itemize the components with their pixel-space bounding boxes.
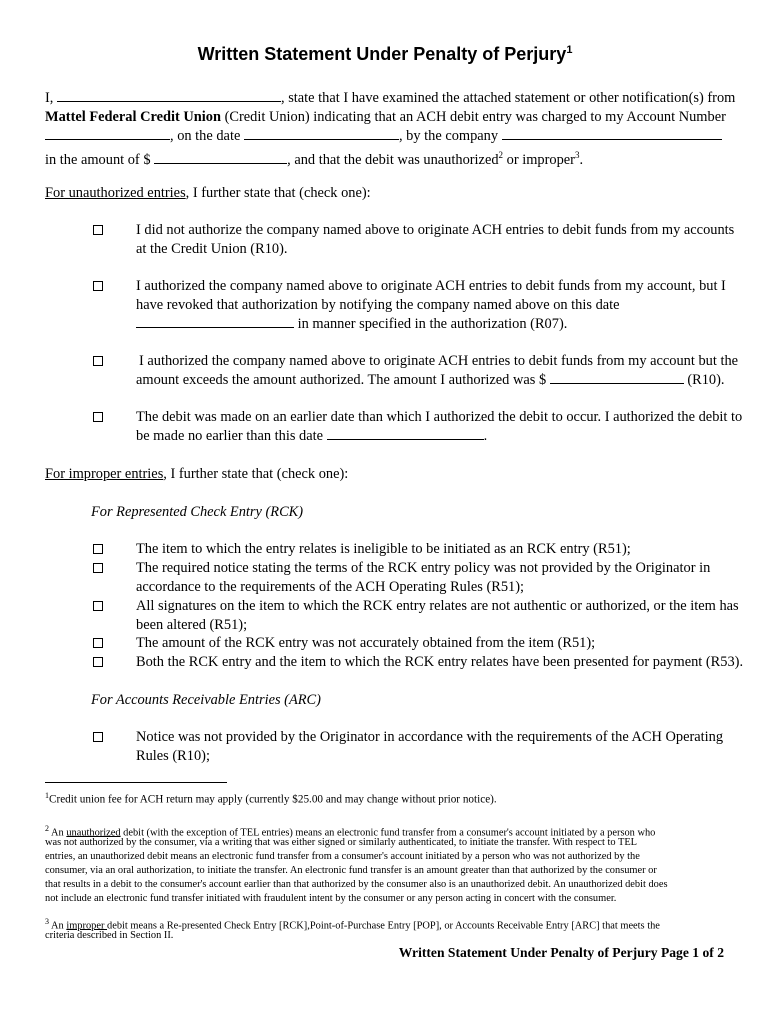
footnote-2-an: An bbox=[49, 827, 67, 839]
footnote-2-line-3: entries, an unauthorized debit means an electronic fund transfer from a consumer's account initiated by a person who was not authorized by the bbox=[45, 851, 640, 862]
footnote-3-line-2: criteria described in Section II. bbox=[45, 930, 174, 941]
checkbox-rck-both-presented[interactable] bbox=[93, 657, 103, 667]
option-4-line-2-end: . bbox=[483, 428, 488, 444]
arc-heading: For Accounts Receivable Entries (ARC) bbox=[91, 692, 321, 708]
title-footnote-mark: 1 bbox=[566, 44, 573, 56]
intro-l4-text: , and that the debit was unauthorized bbox=[287, 151, 499, 168]
rck-item-5: Both the RCK entry and the item to which the RCK entry relates have been presented for payment (R53). bbox=[136, 654, 744, 670]
checkbox-r07-revoked[interactable] bbox=[93, 281, 103, 291]
unauthorized-heading-rest: , I further state that (check one): bbox=[185, 185, 371, 201]
footnote-1-text: Credit union fee for ACH return may apply (currently $25.00 and may change without prior notice). bbox=[49, 793, 497, 806]
intro-l4-amount: in the amount of $ bbox=[45, 151, 151, 168]
footnote-divider bbox=[45, 782, 227, 783]
rck-heading: For Represented Check Entry (RCK) bbox=[91, 504, 304, 520]
intro-line-2 bbox=[45, 108, 726, 126]
intro-l3-date: , on the date bbox=[170, 128, 241, 144]
checkbox-r10-earlier-date[interactable] bbox=[93, 412, 103, 422]
option-3-line-2-end: (R10). bbox=[683, 372, 725, 388]
intro-l1-text: , state that I have examined the attached statement or other notification(s) from bbox=[281, 90, 736, 106]
checkbox-rck-notice[interactable] bbox=[93, 563, 103, 573]
option-3-line-2-text: amount exceeds the amount authorized. The amount I authorized was $ bbox=[136, 372, 547, 388]
revocation-date-blank[interactable] bbox=[136, 315, 294, 328]
intro-l4-improper: or improper bbox=[503, 151, 575, 168]
option-2-line-1: I authorized the company named above to originate ACH entries to debit funds from my account, but I bbox=[136, 278, 726, 294]
intro-line-4 bbox=[45, 146, 583, 169]
footnote-mark-3: 3 bbox=[574, 150, 580, 160]
option-2-line-3 bbox=[136, 315, 567, 333]
footnote-2-l1-text: debit (with the exception of TEL entries) means an electronic fund transfer from a consumer's account initiated by a person who bbox=[120, 827, 656, 839]
rck-item-3-line-1: All signatures on the item to which the RCK entry relates are not authentic or authorized, or the item has bbox=[136, 598, 739, 614]
credit-union-name: Mattel Federal Credit Union bbox=[45, 109, 221, 125]
checkbox-arc-notice[interactable] bbox=[93, 732, 103, 742]
improper-heading-rest: , I further state that (check one): bbox=[163, 466, 349, 482]
intro-i: I, bbox=[45, 90, 54, 106]
option-3-line-2 bbox=[136, 371, 725, 389]
option-4-line-1: The debit was made on an earlier date than which I authorized the debit to occur. I authorized the debit to bbox=[136, 409, 743, 425]
option-1-line-1: I did not authorize the company named above to originate ACH entries to debit funds from my accounts bbox=[136, 222, 735, 238]
option-2-line-2: have revoked that authorization by notifying the company named above on this date bbox=[136, 297, 620, 313]
authorized-amount-blank[interactable] bbox=[550, 371, 684, 384]
intro-line-1 bbox=[45, 89, 735, 107]
checkbox-r10-not-authorized[interactable] bbox=[93, 225, 103, 235]
intro-l2-text: (Credit Union) indicating that an ACH debit entry was charged to my Account Number bbox=[220, 109, 726, 125]
rck-item-3-line-2: been altered (R51); bbox=[136, 617, 248, 633]
improper-heading-underlined: For improper entries bbox=[45, 466, 164, 482]
option-3-line-1: I authorized the company named above to originate ACH entries to debit funds from my account but the bbox=[139, 353, 739, 369]
account-number-blank[interactable] bbox=[45, 127, 170, 140]
date-blank[interactable] bbox=[244, 127, 399, 140]
footnote-2-line-4: consumer, via an oral authorization, to initiate the transfer. An electronic fund transfer is an amount greater than that authorized by the consumer or bbox=[45, 865, 657, 876]
footnote-2-line-5: that results in a debit to the consumer's account earlier than that authorized by the consumer also is an unauthorized debit. An unauthorized debit does bbox=[45, 879, 668, 890]
checkbox-r10-amount-exceeds[interactable] bbox=[93, 356, 103, 366]
rck-item-1: The item to which the entry relates is ineligible to be initiated as an RCK entry (R51); bbox=[136, 541, 631, 557]
page-footer: Written Statement Under Penalty of Perjury Page 1 of 2 bbox=[398, 945, 724, 960]
footnote-2-term: unauthorized bbox=[66, 827, 121, 839]
arc-item-1-line-2: Rules (R10); bbox=[136, 748, 210, 764]
earliest-date-blank[interactable] bbox=[327, 427, 484, 440]
checkbox-rck-signatures[interactable] bbox=[93, 601, 103, 611]
option-2-line-3-text: in manner specified in the authorization (R07). bbox=[294, 316, 568, 332]
page-title bbox=[0, 44, 770, 65]
rck-item-2-line-1: The required notice stating the terms of the RCK entry policy was not provided by the Originator in bbox=[136, 560, 711, 576]
unauthorized-heading bbox=[45, 184, 371, 202]
rck-item-4: The amount of the RCK entry was not accurately obtained from the item (R51); bbox=[136, 635, 596, 651]
amount-blank[interactable] bbox=[154, 151, 287, 164]
title-text: Written Statement Under Penalty of Perjury bbox=[197, 44, 567, 64]
option-4-line-2 bbox=[136, 427, 487, 445]
option-1-line-2: at the Credit Union (R10). bbox=[136, 241, 288, 257]
footnote-3-an: An bbox=[49, 920, 67, 932]
name-blank[interactable] bbox=[57, 89, 281, 102]
checkbox-rck-ineligible[interactable] bbox=[93, 544, 103, 554]
option-4-line-2-text: be made no earlier than this date bbox=[136, 428, 324, 444]
intro-l4-period: . bbox=[579, 151, 584, 168]
footnote-3-l1-text: debit means a Re-presented Check Entry [RCK],Point-of-Purchase Entry [POP], or Accounts Receivable Entry [ARC] that meets the bbox=[107, 920, 660, 932]
footnote-3-term: improper bbox=[66, 920, 108, 932]
intro-l3-company: , by the company bbox=[398, 128, 499, 144]
arc-item-1-line-1: Notice was not provided by the Originator in accordance with the requirements of the ACH Operating bbox=[136, 729, 724, 745]
footnote-2-mark: 2 bbox=[45, 824, 49, 833]
footnote-2-line-6: not include an electronic fund transfer initiated with fraudulent intent by the consumer or any person acting in concert with the consumer. bbox=[45, 893, 617, 904]
footnote-3-mark: 3 bbox=[45, 917, 49, 926]
checkbox-rck-amount[interactable] bbox=[93, 638, 103, 648]
company-blank[interactable] bbox=[502, 127, 722, 140]
intro-line-3 bbox=[45, 127, 722, 145]
unauthorized-heading-underlined: For unauthorized entries bbox=[45, 185, 186, 201]
footnote-1-mark: 1 bbox=[45, 791, 49, 800]
rck-item-2-line-2: accordance to the requirements of the ACH Operating Rules (R51); bbox=[136, 579, 525, 595]
improper-heading bbox=[45, 465, 348, 483]
footnote-2-line-2: was not authorized by the consumer, via a writing that was either signed or similarly authenticated, to initiate the transfer. With respect to TEL bbox=[45, 837, 638, 848]
footnote-1 bbox=[45, 789, 497, 808]
footnote-mark-2: 2 bbox=[498, 150, 504, 160]
